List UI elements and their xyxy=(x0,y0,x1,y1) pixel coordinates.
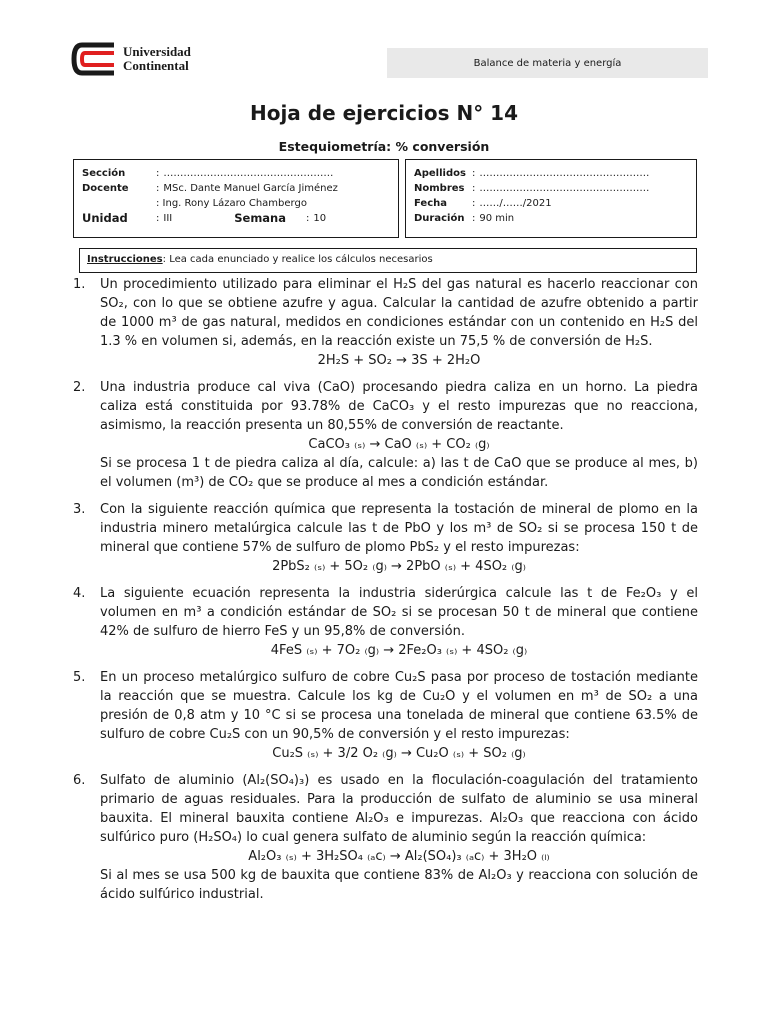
problem-text: Un procedimiento utilizado para eliminar el H₂S del gas natural es hacerlo reaccionar con SO₂, con lo que se obtiene azufre y agua. Calcular la cantidad de azufre obtenido a partir de 1000 m³ de gas natural, medidos en condiciones estándar con un contenido en H₂S del 1.3 % en volumen si, además, en la reacción existe un 75,5 % de conversión de H₂S. xyxy=(100,277,698,349)
docente-label: Docente xyxy=(82,183,129,194)
unidad-value: III xyxy=(163,213,173,224)
apellidos-value: …………………………………………… xyxy=(479,168,650,179)
university-name-line2: Continental xyxy=(123,58,189,73)
problem-equation: 2PbS₂ ₍ₛ₎ + 5O₂ ₍g₎ → 2PbO ₍ₛ₎ + 4SO₂ ₍g₎ xyxy=(272,559,526,574)
docente-value: MSc. Dante Manuel García Jiménez xyxy=(163,183,338,194)
problem-1 xyxy=(73,275,698,370)
problem-list xyxy=(73,275,698,912)
apellidos-row: Apellidos : …………………………………………… xyxy=(414,168,650,179)
university-logo-icon xyxy=(70,42,118,76)
problem-3 xyxy=(73,500,698,576)
problem-text: En un proceso metalúrgico sulfuro de cobre Cu₂S pasa por proceso de tostación mediante la reacción que se muestra. Calcule los kg de Cu₂O y el volumen en m³ de SO₂ a una presión de 0,8 atm y 10 °C si se procesa una tonelada de mineral que contiene 63.5% de sulfuro de cobre Cu₂S con un 90,5% de conversión y el resto impurezas: xyxy=(100,670,698,742)
problem-2 xyxy=(73,378,698,492)
fecha-label: Fecha xyxy=(414,198,448,209)
problem-text: Con la siguiente reacción química que representa la tostación de mineral de plomo en la industria minero metalúrgica calcule las t de PbO y los m³ de SO₂ si se procesa 150 t de mineral que contiene 57% de sulfuro de plomo PbS₂ y el resto impurezas: xyxy=(100,502,698,555)
problem-text: La siguiente ecuación representa la industria siderúrgica calcule las t de Fe₂O₃ y el volumen en m³ a condición estándar de SO₂ si se procesan 50 t de mineral que contiene 42% de sulfuro de hierro FeS y un 95,8% de conversión. xyxy=(100,586,698,639)
course-info-box xyxy=(73,159,399,238)
page-title: Hoja de ejercicios N° 14 xyxy=(249,101,519,125)
unidad-row: Unidad : III Semana : 10 xyxy=(82,211,327,225)
problem-4 xyxy=(73,584,698,660)
page-subtitle: Estequiometría: % conversión xyxy=(278,139,490,154)
problem-equation: CaCO₃ ₍ₛ₎ → CaO ₍ₛ₎ + CO₂ ₍g₎ xyxy=(308,437,490,452)
nombres-label: Nombres xyxy=(414,183,465,194)
instructions-box xyxy=(79,248,697,273)
problem-extra-text: Si se procesa 1 t de piedra caliza al día, calcule: a) las t de CaO que se produce al mes, b) el volumen (m³) de CO₂ que se produce al mes a condición estándar. xyxy=(100,456,698,490)
university-name xyxy=(123,45,191,73)
problem-equation: 4FeS ₍ₛ₎ + 7O₂ ₍g₎ → 2Fe₂O₃ ₍ₛ₎ + 4SO₂ ₍g₎ xyxy=(270,643,528,658)
docente-value-2: : Ing. Rony Lázaro Chambergo xyxy=(156,198,307,209)
problem-6 xyxy=(73,771,698,904)
problem-equation: 2H₂S + SO₂ → 3S + 2H₂O xyxy=(317,353,481,368)
problem-equation: Cu₂S ₍ₛ₎ + 3/2 O₂ ₍g₎ → Cu₂O ₍ₛ₎ + SO₂ ₍g₎ xyxy=(272,746,526,761)
semana-value: 10 xyxy=(313,213,327,224)
problem-text: Sulfato de aluminio (Al₂(SO₄)₃) es usado en la floculación-coagulación del tratamiento primario de aguas residuales. Para la producción de sulfato de aluminio se usa mineral bauxita. El mineral bauxita contiene Al₂O₃ e impurezas. Al₂O₃ que reacciona con ácido sulfúrico puro (H₂SO₄) lo cual genera sulfato de aluminio según la reacción química: xyxy=(100,773,698,845)
apellidos-label: Apellidos xyxy=(414,168,466,179)
problem-equation: Al₂O₃ ₍ₛ₎ + 3H₂SO₄ ₍ₐc₎ → Al₂(SO₄)₃ ₍ₐc₎ + 3H₂O ₍ₗ₎ xyxy=(248,849,550,864)
university-name-line1: Universidad xyxy=(123,44,191,59)
fecha-row: Fecha : ……/……/2021 xyxy=(414,198,552,209)
problem-extra-text: Si al mes se usa 500 kg de bauxita que contiene 83% de Al₂O₃ y reacciona con solución de ácido sulfúrico industrial. xyxy=(100,868,698,902)
duracion-label: Duración xyxy=(414,213,465,224)
problem-number: 1. xyxy=(73,277,86,292)
problem-5 xyxy=(73,668,698,763)
instructions-text: : Lea cada enunciado y realice los cálculos necesarios xyxy=(162,254,433,265)
seccion-value: …………………………………………… xyxy=(163,168,334,179)
semana-label: Semana xyxy=(234,211,287,225)
student-info-box xyxy=(405,159,697,238)
docente-row-2 xyxy=(82,196,390,211)
course-name: Balance de materia y energía xyxy=(387,48,708,78)
problem-number: 2. xyxy=(73,380,86,395)
problem-number: 6. xyxy=(73,773,86,788)
problem-number: 3. xyxy=(73,502,86,517)
instructions-label: Instrucciones xyxy=(87,254,163,265)
problem-number: 5. xyxy=(73,670,86,685)
nombres-row: Nombres : …………………………………………… xyxy=(414,183,650,194)
unidad-label: Unidad xyxy=(82,211,128,225)
seccion-label: Sección xyxy=(82,168,126,179)
duracion-row: Duración : 90 min xyxy=(414,213,515,224)
nombres-value: …………………………………………… xyxy=(479,183,650,194)
university-logo xyxy=(70,42,191,76)
problem-text: Una industria produce cal viva (CaO) procesando piedra caliza en un horno. La piedra caliza está constituida por 93.78% de CaCO₃ y el resto impurezas que no reacciona, asimismo, la reacción presenta un 80,55% de conversión de reactante. xyxy=(100,380,698,433)
seccion-row: Sección : …………………………………………… xyxy=(82,168,334,179)
docente-row: Docente : MSc. Dante Manuel García Jiménez xyxy=(82,183,338,194)
problem-number: 4. xyxy=(73,586,86,601)
duracion-value: 90 min xyxy=(479,213,515,224)
fecha-value: ……/……/2021 xyxy=(479,198,552,209)
